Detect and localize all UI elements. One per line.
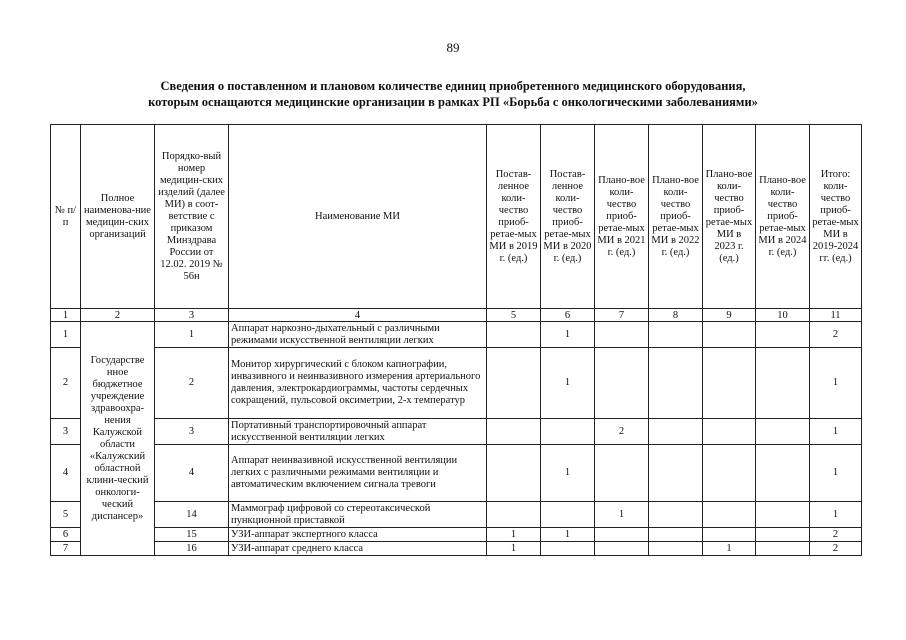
header-cell-code: Порядко-вый номер медицин-ских изделий (далее МИ) в соот-ветствие с приказом Минздрава России от 12.02. 2019 № 56н xyxy=(155,125,229,309)
qty-2021: 2 xyxy=(595,419,649,445)
qty-2019 xyxy=(487,419,541,445)
device-code: 15 xyxy=(155,528,229,542)
device-code: 2 xyxy=(155,348,229,419)
header-cell-total: Итого: коли-чество приоб-ретае-мых МИ в 2019-2024 гг. (ед.) xyxy=(810,125,862,309)
column-number: 1 xyxy=(51,309,81,322)
qty-2021 xyxy=(595,322,649,348)
table-row xyxy=(51,322,862,348)
qty-2019 xyxy=(487,445,541,502)
qty-2023 xyxy=(703,502,756,528)
page-number: 89 xyxy=(446,40,460,55)
column-number: 3 xyxy=(155,309,229,322)
qty-2022 xyxy=(649,528,703,542)
qty-2021 xyxy=(595,542,649,556)
header-cell-2019: Постав-ленное коли-чество приоб-ретае-мых МИ в 2019 г. (ед.) xyxy=(487,125,541,309)
device-code: 14 xyxy=(155,502,229,528)
qty-2023: 1 xyxy=(703,542,756,556)
table-row xyxy=(51,419,862,445)
device-code: 1 xyxy=(155,322,229,348)
header-cell-2020: Постав-ленное коли-чество приоб-ретае-мых МИ в 2020 г. (ед.) xyxy=(541,125,595,309)
qty-2022 xyxy=(649,419,703,445)
qty-2020: 1 xyxy=(541,322,595,348)
qty-2024 xyxy=(756,419,810,445)
column-number: 6 xyxy=(541,309,595,322)
qty-2024 xyxy=(756,502,810,528)
column-number: 2 xyxy=(81,309,155,322)
qty-2024 xyxy=(756,322,810,348)
title-line-2: которым оснащаются медицинские организации в рамках РП «Борьба с онкологическими заболеваниями» xyxy=(148,95,758,109)
qty-2020: 1 xyxy=(541,348,595,419)
device-name: УЗИ-аппарат экспертного класса xyxy=(229,528,487,542)
header-row xyxy=(51,125,862,309)
qty-2022 xyxy=(649,322,703,348)
device-code: 4 xyxy=(155,445,229,502)
qty-2021 xyxy=(595,445,649,502)
column-number-row xyxy=(51,309,862,322)
row-index: 5 xyxy=(51,502,81,528)
device-name: Аппарат неинвазивной искусственной вентиляции легких с различными режимами вентиляции и автоматическим включением сигнала тревоги xyxy=(229,445,487,502)
row-index: 4 xyxy=(51,445,81,502)
qty-2023 xyxy=(703,348,756,419)
qty-total: 1 xyxy=(810,502,862,528)
device-name: Монитор хирургический с блоком капнографии, инвазивного и неинвазивного измерения артериального давления, электрокардиограммы, частоты сердечных сокращений, пульсовой оксиметрии, 2-х температур xyxy=(229,348,487,419)
qty-total: 2 xyxy=(810,528,862,542)
row-index: 1 xyxy=(51,322,81,348)
qty-2023 xyxy=(703,528,756,542)
device-name: Аппарат наркозно-дыхательный с различными режимами искусственной вентиляции легких xyxy=(229,322,487,348)
header-cell-index: № п/п xyxy=(51,125,81,309)
qty-total: 1 xyxy=(810,419,862,445)
qty-2023 xyxy=(703,322,756,348)
qty-total: 2 xyxy=(810,542,862,556)
qty-2020 xyxy=(541,419,595,445)
column-number: 10 xyxy=(756,309,810,322)
qty-2021 xyxy=(595,528,649,542)
device-name: Портативный транспортировочный аппарат искусственной вентиляции легких xyxy=(229,419,487,445)
header-cell-2023: Плано-вое коли-чество приоб-ретае-мых МИ в 2023 г. (ед.) xyxy=(703,125,756,309)
qty-2019: 1 xyxy=(487,528,541,542)
qty-2024 xyxy=(756,445,810,502)
qty-2019: 1 xyxy=(487,542,541,556)
table-row xyxy=(51,348,862,419)
qty-2020 xyxy=(541,502,595,528)
qty-2020 xyxy=(541,542,595,556)
qty-2020: 1 xyxy=(541,445,595,502)
row-index: 7 xyxy=(51,542,81,556)
column-number: 4 xyxy=(229,309,487,322)
qty-2020: 1 xyxy=(541,528,595,542)
qty-2024 xyxy=(756,348,810,419)
qty-2023 xyxy=(703,445,756,502)
qty-total: 1 xyxy=(810,348,862,419)
row-index: 6 xyxy=(51,528,81,542)
row-index: 2 xyxy=(51,348,81,419)
header-cell-2021: Плано-вое коли-чество приоб-ретае-мых МИ в 2021 г. (ед.) xyxy=(595,125,649,309)
device-name: Маммограф цифровой со стереотаксической пункционной приставкой xyxy=(229,502,487,528)
qty-2022 xyxy=(649,502,703,528)
qty-2019 xyxy=(487,322,541,348)
qty-2023 xyxy=(703,419,756,445)
qty-2021 xyxy=(595,348,649,419)
column-number: 9 xyxy=(703,309,756,322)
qty-2024 xyxy=(756,528,810,542)
table-row xyxy=(51,502,862,528)
equipment-table xyxy=(50,124,862,556)
qty-2021: 1 xyxy=(595,502,649,528)
column-number: 5 xyxy=(487,309,541,322)
header-cell-2024: Плано-вое коли-чество приоб-ретае-мых МИ в 2024 г. (ед.) xyxy=(756,125,810,309)
device-code: 16 xyxy=(155,542,229,556)
column-number: 8 xyxy=(649,309,703,322)
table-row xyxy=(51,542,862,556)
qty-total: 2 xyxy=(810,322,862,348)
qty-2022 xyxy=(649,445,703,502)
row-index: 3 xyxy=(51,419,81,445)
table-row xyxy=(51,445,862,502)
qty-2019 xyxy=(487,502,541,528)
header-cell-2022: Плано-вое коли-чество приоб-ретае-мых МИ в 2022 г. (ед.) xyxy=(649,125,703,309)
header-cell-organization: Полное наименова-ние медицин-ских организаций xyxy=(81,125,155,309)
qty-total: 1 xyxy=(810,445,862,502)
qty-2022 xyxy=(649,348,703,419)
organization-name: Государстве нное бюджетное учреждение здравоохра-нения Калужской области «Калужский областной клини-ческий онкологи-ческий диспансер» xyxy=(81,322,155,556)
qty-2022 xyxy=(649,542,703,556)
qty-2019 xyxy=(487,348,541,419)
device-name: УЗИ-аппарат среднего класса xyxy=(229,542,487,556)
title-line-1: Сведения о поставленном и плановом количестве единиц приобретенного медицинского оборудования, xyxy=(160,79,746,93)
qty-2024 xyxy=(756,542,810,556)
table-row xyxy=(51,528,862,542)
header-cell-device-name: Наименование МИ xyxy=(229,125,487,309)
column-number: 11 xyxy=(810,309,862,322)
device-code: 3 xyxy=(155,419,229,445)
column-number: 7 xyxy=(595,309,649,322)
document-title xyxy=(0,78,906,110)
